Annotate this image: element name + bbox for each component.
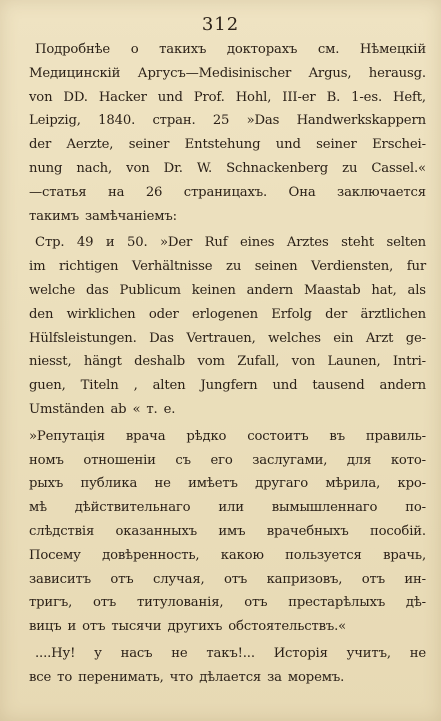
- text-line: [29, 520, 426, 544]
- word: und: [275, 137, 301, 153]
- text-line: [29, 425, 426, 449]
- word: отъ: [223, 571, 248, 587]
- word: Ruf: [204, 235, 228, 251]
- word: заслугами,: [252, 452, 328, 468]
- word: съ: [175, 452, 191, 468]
- text-line: [29, 666, 426, 690]
- word: кото-: [390, 452, 426, 468]
- word: welche: [29, 282, 76, 298]
- word: имъ: [218, 523, 246, 539]
- word: Hacker: [98, 89, 147, 105]
- word: мѣ: [29, 500, 47, 516]
- word: ,: [133, 378, 138, 394]
- word: der: [325, 306, 348, 322]
- word: и: [105, 235, 115, 251]
- word: тысячи: [111, 619, 162, 635]
- word: »Der: [160, 235, 193, 251]
- word: имѣетъ: [188, 476, 238, 492]
- word: 50.: [127, 235, 148, 251]
- paragraph: [29, 425, 426, 639]
- word: титулованія,: [136, 595, 224, 611]
- word: страницахъ.: [183, 184, 268, 200]
- word: Стр.: [35, 235, 65, 251]
- word: номъ: [29, 452, 64, 468]
- word: Verdiensten,: [311, 259, 394, 275]
- word: на: [107, 184, 125, 200]
- word: seiner: [316, 137, 357, 153]
- word: рыхъ: [29, 476, 64, 492]
- word: не: [154, 476, 171, 492]
- word: Launen,: [327, 354, 381, 370]
- word: guen,: [29, 378, 66, 394]
- word: keinen: [191, 282, 236, 298]
- word: врачебныхъ: [266, 523, 349, 539]
- text-line: [29, 398, 426, 422]
- word: richtigen: [59, 259, 119, 275]
- word: правиль-: [365, 428, 426, 444]
- text-line: [29, 496, 426, 520]
- word: обстоятельствъ.«: [228, 619, 347, 635]
- word: oder: [148, 306, 179, 322]
- word: von: [126, 160, 150, 176]
- word: von: [29, 89, 53, 105]
- word: alten: [152, 378, 186, 394]
- word: что: [169, 669, 194, 685]
- text-line: [29, 109, 426, 133]
- word: мѣрила,: [325, 476, 381, 492]
- word: Cassel.«: [371, 160, 426, 176]
- word: ein: [333, 330, 354, 346]
- word: Hülfsleistungen.: [29, 330, 137, 346]
- word: andern: [246, 282, 294, 298]
- text-line: [29, 568, 426, 592]
- word: von: [291, 354, 316, 370]
- word: публика: [80, 476, 138, 492]
- word: hat,: [371, 282, 397, 298]
- text-line: [29, 205, 426, 229]
- word: или: [218, 500, 244, 516]
- word: дѣ-: [405, 595, 426, 611]
- text-line: [29, 591, 426, 615]
- word: «: [132, 401, 141, 417]
- word: ärztlichen: [360, 306, 426, 322]
- word: nach,: [76, 160, 113, 176]
- word: Aerzte,: [66, 137, 114, 153]
- text-line: [29, 472, 426, 496]
- word: und: [272, 378, 298, 394]
- word: другаго: [255, 476, 308, 492]
- word: Исторія: [273, 645, 328, 661]
- word: не: [409, 645, 426, 661]
- word: его: [210, 452, 233, 468]
- word: Das: [149, 330, 174, 346]
- word: для: [346, 452, 372, 468]
- word: deshalb: [134, 354, 186, 370]
- word: hängt: [83, 354, 122, 370]
- word: zu: [226, 259, 242, 275]
- word: Argus,: [308, 65, 352, 81]
- text-line: [29, 327, 426, 351]
- word: Подробнѣе: [35, 42, 111, 57]
- word: капризовъ,: [266, 571, 343, 587]
- word: насъ: [120, 645, 153, 661]
- word: зависитъ: [29, 571, 91, 587]
- word: seinen: [254, 259, 298, 275]
- paragraph: [29, 231, 426, 421]
- word: заключается: [337, 184, 426, 200]
- word: wirklichen: [66, 306, 136, 322]
- text-line: [29, 157, 426, 181]
- word: отношеніи: [83, 452, 156, 468]
- word: zu: [342, 160, 358, 176]
- page-number: 312: [201, 14, 240, 35]
- word: selten: [386, 235, 426, 251]
- word: отъ: [361, 571, 385, 587]
- word: вицъ: [29, 619, 62, 635]
- word: довѣренность,: [102, 547, 200, 563]
- word: —статья: [29, 184, 87, 200]
- word: Arzt: [365, 330, 394, 346]
- word: erlogenen: [192, 306, 258, 322]
- word: als: [407, 282, 426, 298]
- text-line: [29, 133, 426, 157]
- word: 25: [212, 113, 230, 129]
- word: такихъ: [159, 42, 207, 57]
- word: andern: [379, 378, 426, 394]
- word: ge-: [405, 330, 426, 346]
- word: т.: [146, 401, 158, 417]
- word: Erfolg: [271, 306, 312, 322]
- word: eines: [240, 235, 275, 251]
- text-line: [29, 449, 426, 473]
- text-line: [29, 374, 426, 398]
- word: Она: [288, 184, 316, 200]
- word: дѣйствительнаго: [74, 500, 191, 516]
- word: Аргусъ—Medisinischer: [137, 65, 292, 81]
- word: престарѣлыхъ: [288, 595, 386, 611]
- word: das: [85, 282, 109, 298]
- word: стран.: [152, 113, 196, 129]
- text-line: [29, 231, 426, 255]
- text-line: [29, 544, 426, 568]
- word: der: [29, 137, 52, 153]
- word: за: [267, 669, 282, 685]
- word: отъ: [92, 595, 117, 611]
- word: niesst,: [29, 354, 72, 370]
- text-line: [29, 303, 426, 327]
- word: докторахъ: [226, 42, 298, 57]
- word: отъ: [110, 571, 134, 587]
- word: Schnackenberg: [226, 160, 329, 176]
- word: по-: [405, 500, 426, 516]
- word: Heft,: [393, 89, 426, 105]
- word: ин-: [404, 571, 426, 587]
- word: другихъ: [167, 619, 223, 635]
- word: какою: [220, 547, 264, 563]
- word: см.: [317, 42, 340, 57]
- word: ab: [110, 401, 127, 417]
- word: B.: [326, 89, 341, 105]
- word: и: [67, 619, 77, 635]
- word: у: [94, 645, 102, 661]
- word: все: [29, 669, 52, 685]
- word: Umständen: [29, 401, 105, 417]
- word: 49: [76, 235, 94, 251]
- word: Erschei-: [372, 137, 426, 153]
- word: въ: [329, 428, 345, 444]
- word: Arztes: [286, 235, 329, 251]
- word: пособій.: [369, 523, 426, 539]
- word: herausg.: [368, 65, 426, 81]
- word: слѣдствія: [29, 523, 95, 539]
- word: III-er: [282, 89, 316, 105]
- text-line: [29, 255, 426, 279]
- word: дѣлается: [199, 669, 262, 685]
- text-line: [29, 38, 426, 62]
- word: такимъ: [29, 208, 79, 224]
- word: ....Ну!: [35, 645, 76, 661]
- word: Entstehung: [184, 137, 261, 153]
- word: den: [29, 306, 54, 322]
- word: Prof.: [193, 89, 225, 105]
- word: welches: [268, 330, 321, 346]
- word: W.: [196, 160, 213, 176]
- word: Jungfern: [200, 378, 258, 394]
- word: замѣчаніемъ:: [84, 208, 177, 224]
- word: fur: [406, 259, 426, 275]
- word: Медицинскій: [29, 65, 121, 81]
- word: Vertrauen,: [186, 330, 256, 346]
- word: учитъ,: [346, 645, 391, 661]
- word: врача: [125, 428, 166, 444]
- text-line: [29, 350, 426, 374]
- word: Zufall,: [237, 354, 280, 370]
- word: е.: [163, 401, 176, 417]
- word: то: [57, 669, 73, 685]
- word: не: [171, 645, 188, 661]
- word: Нѣмецкій: [359, 42, 426, 57]
- word: Leipzig,: [29, 113, 81, 129]
- text-line: [29, 615, 426, 639]
- text-line: [29, 86, 426, 110]
- word: Verhältnisse: [131, 259, 213, 275]
- word: врачь,: [383, 547, 426, 563]
- word: кро-: [397, 476, 426, 492]
- word: Maastab: [303, 282, 361, 298]
- word: Intri-: [392, 354, 426, 370]
- body-text: [29, 38, 426, 690]
- word: vom: [197, 354, 225, 370]
- text-line: [29, 279, 426, 303]
- word: такъ!...: [206, 645, 255, 661]
- text-line: [29, 62, 426, 86]
- word: nung: [29, 160, 63, 176]
- word: seiner: [128, 137, 170, 153]
- word: вымышленнаго: [271, 500, 378, 516]
- word: 1-es.: [351, 89, 383, 105]
- word: Hohl,: [235, 89, 272, 105]
- word: Titeln: [80, 378, 119, 394]
- word: DD.: [63, 89, 88, 105]
- word: рѣдко: [186, 428, 227, 444]
- word: Посему: [29, 547, 81, 563]
- word: тригъ,: [29, 595, 73, 611]
- word: случая,: [152, 571, 205, 587]
- word: tausend: [312, 378, 365, 394]
- word: оказанныхъ: [115, 523, 198, 539]
- word: steht: [341, 235, 374, 251]
- word: 1840.: [98, 113, 136, 129]
- word: Dr.: [163, 160, 183, 176]
- word: перенимать,: [78, 669, 164, 685]
- paragraph: [29, 642, 426, 690]
- word: im: [29, 259, 46, 275]
- word: 26: [145, 184, 163, 200]
- word: »Репутація: [29, 428, 105, 444]
- word: отъ: [244, 595, 268, 611]
- word: Handwerkskappern: [296, 113, 426, 129]
- word: о: [130, 42, 139, 57]
- word: und: [157, 89, 183, 105]
- word: отъ: [82, 619, 106, 635]
- text-line: [29, 642, 426, 666]
- word: Publicum: [119, 282, 181, 298]
- word: пользуется: [285, 547, 362, 563]
- word: »Das: [246, 113, 280, 129]
- word: состоитъ: [247, 428, 309, 444]
- text-line: [29, 181, 426, 205]
- word: моремъ.: [287, 669, 345, 685]
- paragraph: [29, 38, 426, 228]
